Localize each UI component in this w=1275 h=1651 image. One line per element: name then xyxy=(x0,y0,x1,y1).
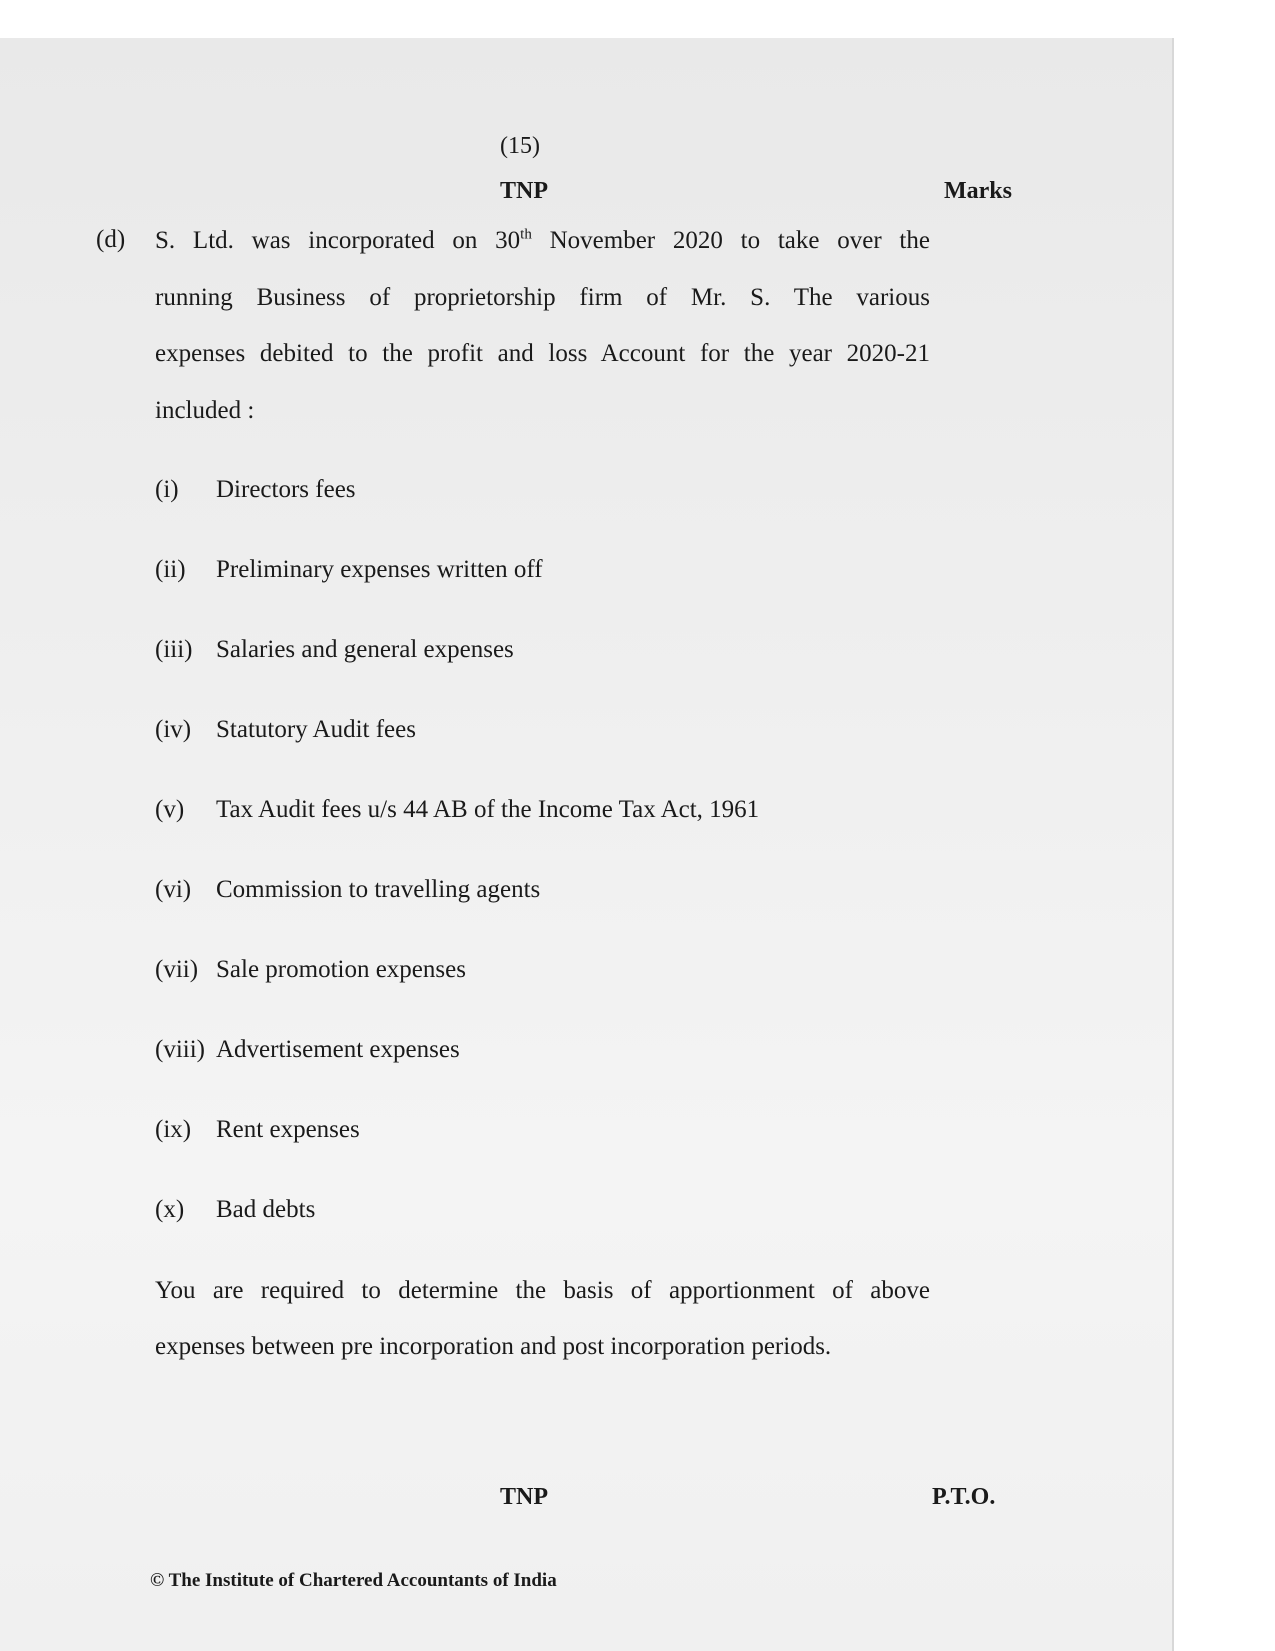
conclusion-line-1: You are required to determine the basis of apportionment of above xyxy=(155,1277,930,1304)
item-text: Advertisement expenses xyxy=(216,1036,460,1063)
intro-line-4: included : xyxy=(155,397,255,424)
item-text: Preliminary expenses written off xyxy=(216,556,543,583)
intro-line-3: expenses debited to the profit and loss Account for the year 2020-21 xyxy=(155,340,930,367)
item-number: (ii) xyxy=(155,556,186,583)
item-number: (x) xyxy=(155,1196,185,1223)
item-text: Sale promotion expenses xyxy=(216,956,466,983)
marks-label: Marks xyxy=(944,178,1012,204)
footer-code: TNP xyxy=(500,1484,548,1510)
item-text: Directors fees xyxy=(216,476,356,503)
intro-line-1-start: S. Ltd. was incorporated on 30 xyxy=(155,227,521,254)
header-code: TNP xyxy=(500,178,548,204)
item-number: (v) xyxy=(155,796,185,823)
item-text: Tax Audit fees u/s 44 AB of the Income Tax Act, 1961 xyxy=(216,796,760,823)
conclusion-line-2: expenses between pre incorporation and post incorporation periods. xyxy=(155,1333,832,1360)
intro-line-2: running Business of proprietorship firm of Mr. S. The various xyxy=(155,284,930,311)
item-number: (ix) xyxy=(155,1116,192,1143)
pto-label: P.T.O. xyxy=(932,1484,996,1510)
item-number: (iii) xyxy=(155,636,193,663)
scanned-page xyxy=(0,38,1174,1651)
page-number: (15) xyxy=(500,133,540,159)
item-number: (vii) xyxy=(155,956,199,983)
item-number: (vi) xyxy=(155,876,192,903)
intro-line-1 xyxy=(155,226,930,256)
item-number: (viii) xyxy=(155,1036,205,1063)
item-number: (iv) xyxy=(155,716,192,743)
item-text: Commission to travelling agents xyxy=(216,876,541,903)
item-text: Rent expenses xyxy=(216,1116,360,1143)
item-text: Statutory Audit fees xyxy=(216,716,416,743)
question-label: (d) xyxy=(96,226,126,253)
item-text: Salaries and general expenses xyxy=(216,636,514,663)
intro-line-1-end: November 2020 to take over the xyxy=(531,227,930,254)
ordinal-suffix: th xyxy=(520,226,532,243)
copyright-notice: © The Institute of Chartered Accountants of India xyxy=(150,1570,557,1591)
item-number: (i) xyxy=(155,476,179,503)
item-text: Bad debts xyxy=(216,1196,316,1223)
